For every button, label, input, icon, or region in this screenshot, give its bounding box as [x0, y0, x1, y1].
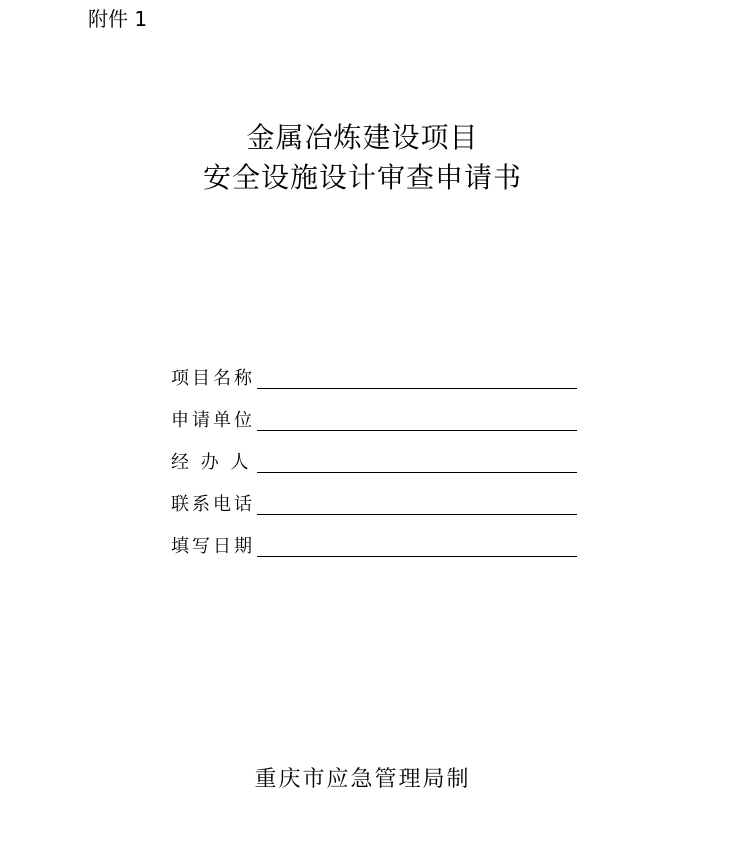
attachment-label: 附件 1 — [88, 7, 148, 31]
form-row-handler — [171, 434, 581, 476]
title-line-2: 安全设施设计审查申请书 — [202, 161, 522, 194]
applicant-label: 申请单位 — [171, 410, 255, 431]
date-field[interactable] — [257, 532, 577, 557]
title-line-1: 金属冶炼建设项目 — [246, 121, 479, 154]
issuer-label: 重庆市应急管理局制 — [254, 767, 471, 792]
project-name-label: 项目名称 — [171, 368, 255, 389]
phone-field[interactable] — [257, 490, 577, 515]
form-row-date — [171, 518, 581, 560]
document-title — [0, 118, 725, 198]
handler-field[interactable] — [257, 448, 577, 473]
applicant-field[interactable] — [257, 406, 577, 431]
phone-label: 联系电话 — [171, 494, 255, 515]
form-row-applicant — [171, 392, 581, 434]
application-form — [171, 350, 581, 560]
form-row-phone — [171, 476, 581, 518]
handler-label: 经 办 人 — [171, 452, 252, 473]
project-name-field[interactable] — [257, 364, 577, 389]
date-label: 填写日期 — [171, 536, 255, 557]
form-row-project-name — [171, 350, 581, 392]
